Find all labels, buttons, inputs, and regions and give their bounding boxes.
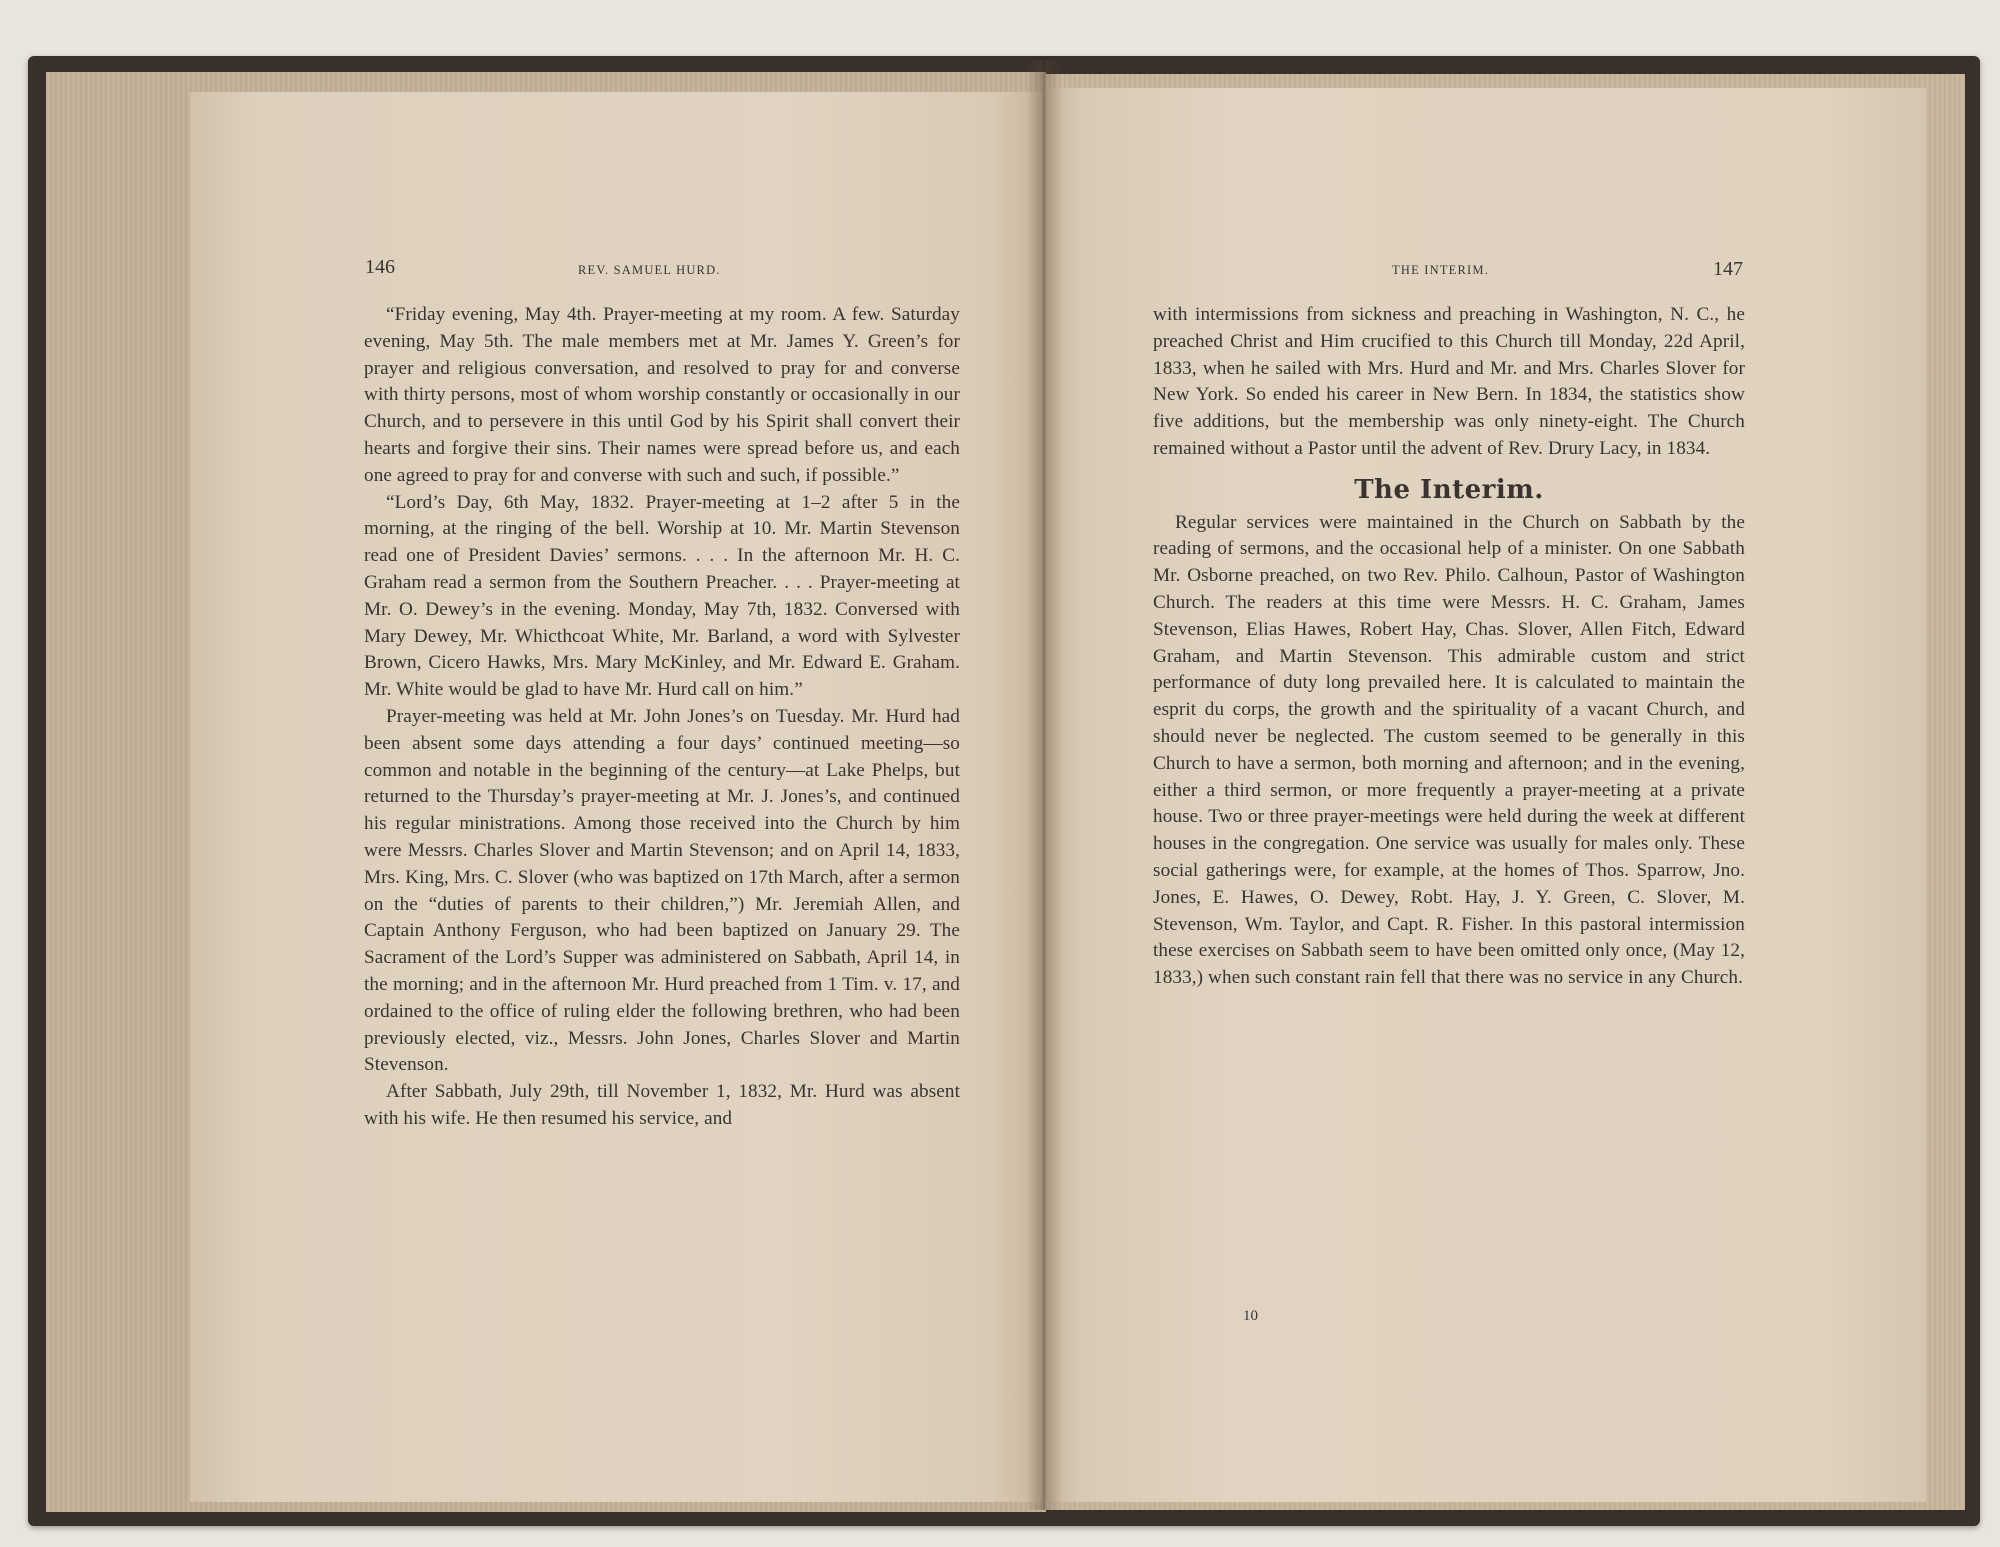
right-page-body [1153, 302, 1745, 992]
right-running-head: THE INTERIM. [1392, 263, 1490, 277]
left-paragraph: “Lord’s Day, 6th May, 1832. Prayer-meeting at 1–2 after 5 in the morning, at the ringing of the bell. Worship at 10. Mr. Martin Stevenson read one of President Davies’ sermons. . . . In the afternoon Mr. H. C. Graham read a sermon from the Southern Preacher. . . . Prayer-meeting at Mr. O. Dewey’s in the evening. Monday, May 7th, 1832. Conversed with Mary Dewey, Mr. Whicthcoat White, Mr. Barland, a word with Sylvester Brown, Cicero Hawks, Mrs. Mary McKinley, and Mr. Edward E. Graham. Mr. White would be glad to have Mr. Hurd call on him.” [364, 491, 960, 701]
book-gutter [1026, 60, 1062, 1510]
left-running-head: REV. SAMUEL HURD. [578, 263, 721, 277]
left-paragraph: After Sabbath, July 29th, till November 1, 1832, Mr. Hurd was absent with his wife. He then resumed his service, and [364, 1081, 960, 1129]
left-paragraph: Prayer-meeting was held at Mr. John Jones’s on Tuesday. Mr. Hurd had been absent some days attending a four days’ continued meeting—so common and notable in the beginning of the century—at Lake Phelps, but returned to the Thursday’s prayer-meeting at Mr. J. Jones’s, and continued his regular ministrations. Among those received into the Church by him were Messrs. Charles Slover and Martin Stevenson; and on April 14, 1833, Mrs. King, Mrs. C. Slover (who was baptized on 17th March, after a sermon on the “duties of parents to their children,”) Mr. Jeremiah Allen, and Captain Anthony Ferguson, who had been baptized on January 29. The Sacrament of the Lord’s Supper was administered on Sabbath, April 14, in the morning; and in the afternoon Mr. Hurd preached from 1 Tim. v. 17, and ordained to the office of ruling elder the following brethren, who had been previously elected, viz., Messrs. John Jones, Charles Slover and Martin Stevenson. [364, 705, 960, 1076]
right-page-number: 147 [1713, 258, 1743, 280]
left-paragraph: “Friday evening, May 4th. Prayer-meeting at my room. A few. Saturday evening, May 5th. The male members met at Mr. James Y. Green’s for prayer and religious conversation, and resolved to pray for and converse with thirty persons, most of whom worship constantly or occasionally in our Church, and to persevere in this until God by his Spirit shall convert their hearts and forgive their sins. Their names were spread before us, and each one agreed to pray for and converse with such and such, if possible.” [364, 304, 960, 486]
right-section-paragraph: Regular services were maintained in the Church on Sabbath by the reading of sermons, and the occasional help of a minister. On one Sabbath Mr. Osborne preached, on two Rev. Philo. Calhoun, Pastor of Washington Church. The readers at this time were Messrs. H. C. Graham, James Stevenson, Elias Hawes, Robert Hay, Chas. Slover, Allen Fitch, Edward Graham, and Martin Stevenson. This admirable custom and strict performance of duty long prevailed here. It is calculated to maintain the esprit du corps, the growth and the spirituality of a vacant Church, and should never be neglected. The custom seemed to be generally in this Church to have a sermon, both morning and afternoon; and in the evening, either a third sermon, or more frequently a prayer-meeting at a private house. Two or three prayer-meetings were held during the week at different houses in the congregation. One service was usually for males only. These social gatherings were, for example, at the homes of Thos. Sparrow, Jno. Jones, E. Hawes, O. Dewey, Robt. Hay, J. Y. Green, C. Slover, M. Stevenson, Wm. Taylor, and Capt. R. Fisher. In this pastoral intermission these exercises on Sabbath seem to have been omitted only once, (May 12, 1833,) when such constant rain fell that there was no service in any Church. [1153, 511, 1745, 989]
right-opening-paragraph: with intermissions from sickness and preaching in Washington, N. C., he preached Christ and Him crucified to this Church till Monday, 22d April, 1833, when he sailed with Mrs. Hurd and Mr. and Mrs. Charles Slover for New York. So ended his career in New Bern. In 1834, the statistics show five additions, but the membership was only ninety-eight. The Church remained without a Pastor until the advent of Rev. Drury Lacy, in 1834. [1153, 304, 1745, 459]
signature-mark: 10 [1243, 1308, 1258, 1324]
left-page-number: 146 [365, 256, 395, 278]
section-heading: The Interim. [1354, 474, 1544, 505]
left-page-body [364, 302, 960, 1133]
